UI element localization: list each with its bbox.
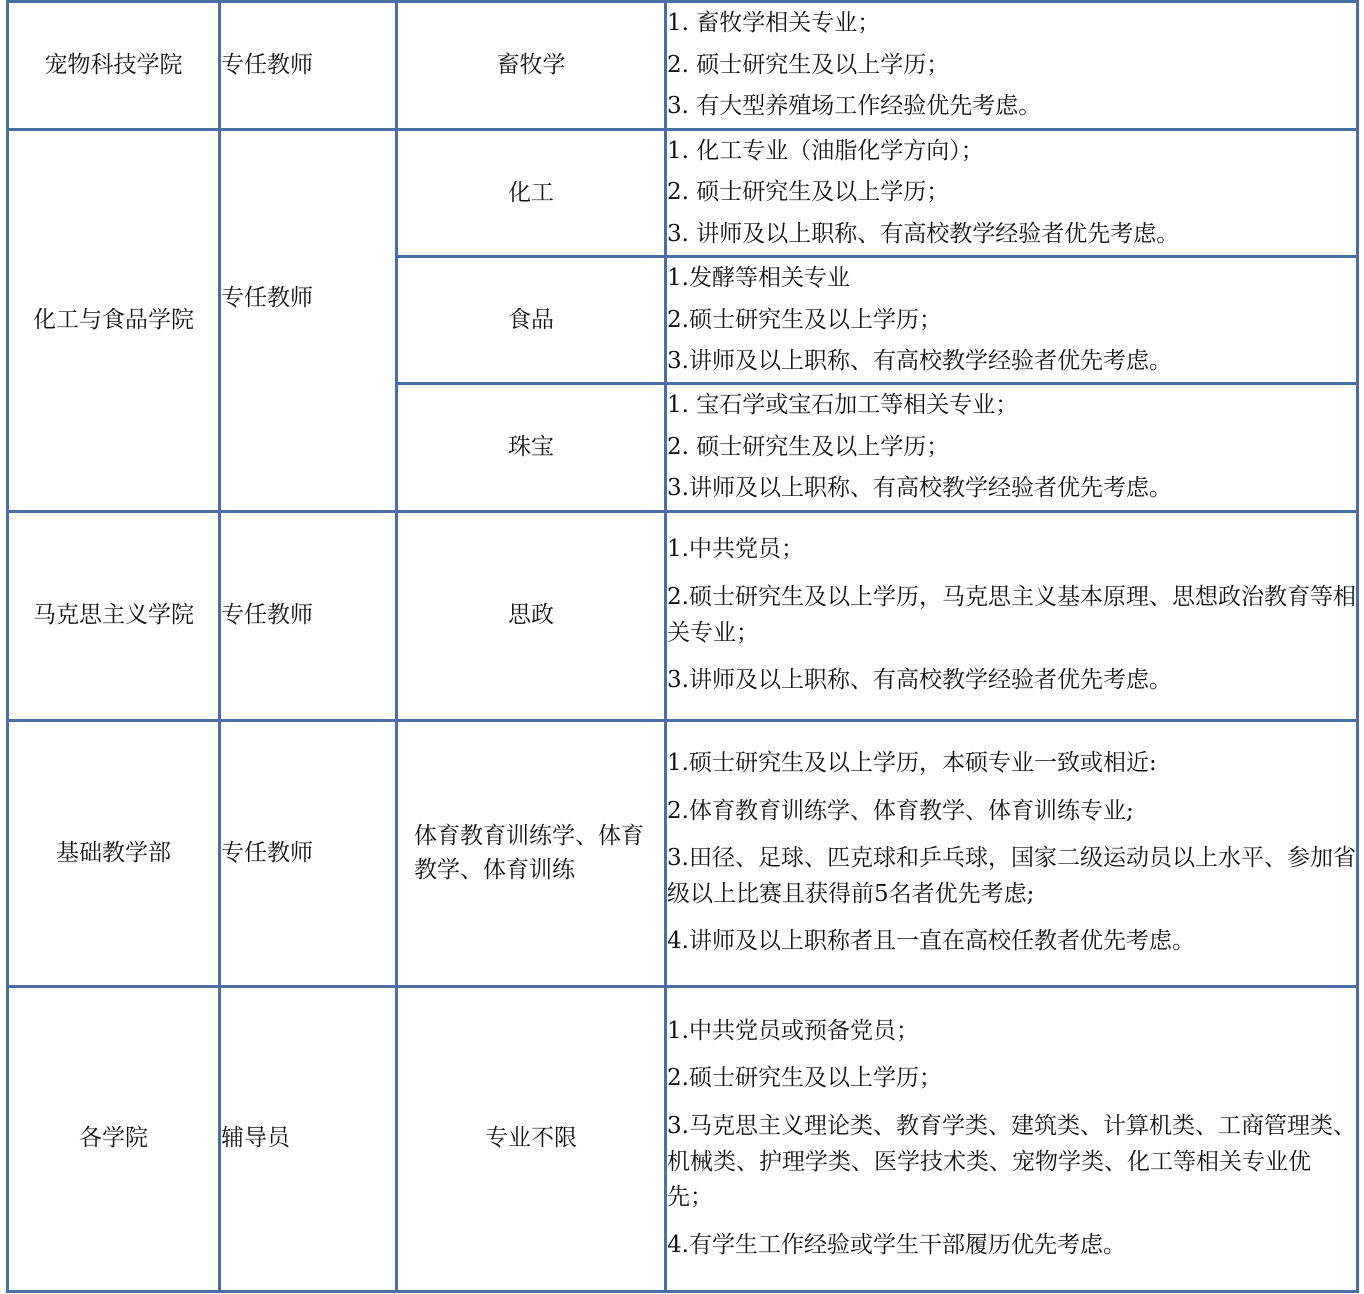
requirement-item: 1.中共党员； <box>667 536 804 563</box>
requirements-cell <box>666 257 1358 384</box>
requirements-cell <box>666 384 1358 511</box>
requirement-item: 4.讲师及以上职称者且一直在高校任教者优先考虑。 <box>667 928 1195 955</box>
requirement-item: 3.马克思主义理论类、教育学类、建筑类、计算机类、工商管理类、机械类、护理学类、医学技术类、宠物学类、化工等相关专业优先； <box>667 1112 1356 1211</box>
requirement-item: 3.讲师及以上职称、有高校教学经验者优先考虑。 <box>667 667 1172 694</box>
college-cell: 基础教学部 <box>8 720 220 986</box>
requirements-cell <box>666 130 1358 257</box>
requirement-item: 1.硕士研究生及以上学历，本硕专业一致或相近: <box>667 749 1157 776</box>
major-cell: 体育教育训练学、体育教学、体育训练 <box>397 720 666 986</box>
post-cell: 辅导员 <box>220 986 397 1291</box>
requirement-item: 2.硕士研究生及以上学历； <box>667 306 942 333</box>
college-cell: 宠物科技学院 <box>8 2 220 130</box>
college-cell: 化工与食品学院 <box>8 130 220 512</box>
major-cell: 专业不限 <box>397 986 666 1291</box>
requirement-item: 3. 有大型养殖场工作经验优先考虑。 <box>667 93 1042 120</box>
major-cell: 畜牧学 <box>397 2 666 130</box>
major-cell: 食品 <box>397 257 666 384</box>
requirement-item: 3.讲师及以上职称、有高校教学经验者优先考虑。 <box>667 475 1172 502</box>
post-cell: 专任教师 <box>220 2 397 130</box>
table-row <box>8 2 1358 130</box>
major-cell: 珠宝 <box>397 384 666 511</box>
requirement-item: 1.中共党员或预备党员； <box>667 1017 919 1044</box>
requirement-item: 2.体育教育训练学、体育教学、体育训练专业; <box>667 797 1134 824</box>
requirements-cell <box>666 511 1358 720</box>
requirement-item: 3.田径、足球、匹克球和乒乓球，国家二级运动员以上水平、参加省级以上比赛且获得前5名者优先考虑; <box>667 845 1356 907</box>
post-cell: 专任教师 <box>220 511 397 720</box>
requirement-item: 1. 化工专业（油脂化学方向）； <box>667 138 984 164</box>
requirement-item: 2.硕士研究生及以上学历； <box>667 1065 942 1092</box>
requirement-item: 3. 讲师及以上职称、有高校教学经验者优先考虑。 <box>667 220 1180 247</box>
requirement-item: 3.讲师及以上职称、有高校教学经验者优先考虑。 <box>667 347 1172 374</box>
college-cell: 马克思主义学院 <box>8 511 220 720</box>
requirement-item: 1.发酵等相关专业 <box>667 265 850 292</box>
requirements-cell <box>666 986 1358 1291</box>
table-row <box>8 130 1358 257</box>
post-cell: 专任教师 <box>220 130 397 512</box>
major-cell: 化工 <box>397 130 666 257</box>
requirements-cell <box>666 720 1358 986</box>
requirement-item: 2. 硕士研究生及以上学历； <box>667 179 950 206</box>
requirement-item: 2. 硕士研究生及以上学历； <box>667 433 950 460</box>
requirements-cell <box>666 2 1358 130</box>
requirement-item: 2.硕士研究生及以上学历，马克思主义基本原理、思想政治教育等相关专业； <box>667 583 1356 646</box>
requirement-item: 1. 畜牧学相关专业； <box>667 10 881 37</box>
requirement-item: 1. 宝石学或宝石加工等相关专业； <box>667 392 1019 419</box>
college-cell: 各学院 <box>8 986 220 1291</box>
recruitment-table <box>6 0 1359 1293</box>
table-row <box>8 986 1358 1291</box>
major-cell: 思政 <box>397 511 666 720</box>
table-row <box>8 511 1358 720</box>
table-row <box>8 720 1358 986</box>
requirement-item: 2. 硕士研究生及以上学历； <box>667 51 950 78</box>
post-cell: 专任教师 <box>220 720 397 986</box>
requirement-item: 4.有学生工作经验或学生干部履历优先考虑。 <box>667 1231 1126 1258</box>
